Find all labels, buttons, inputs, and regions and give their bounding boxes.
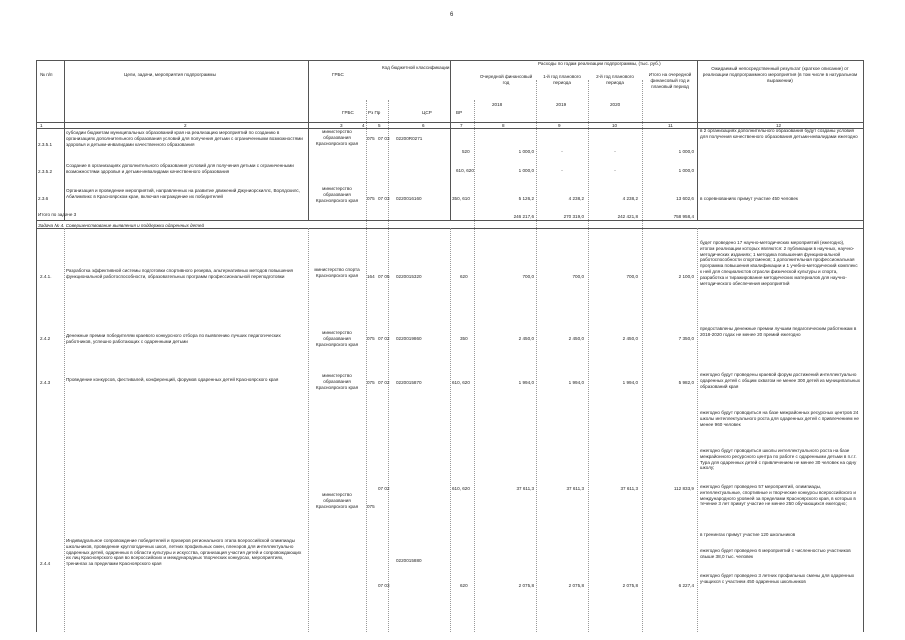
col-line — [36, 60, 37, 632]
row-num: 2.3.5.1 — [38, 142, 53, 147]
row-total: 1 000,0 — [678, 168, 694, 173]
col-line — [863, 60, 864, 632]
total-label: Итого по задаче 3 — [38, 212, 77, 217]
row-y2: 1 994,0 — [622, 380, 638, 385]
row-code: 075 — [367, 504, 375, 509]
row-y2: - — [614, 149, 616, 154]
total-y1: 270 319,0 — [563, 214, 584, 219]
row-rzpr-a: 07 02 — [378, 486, 390, 491]
colnum: 4 — [362, 123, 365, 128]
header-year-2020: 2020 — [610, 102, 621, 107]
row-y0: 1 000,0 — [518, 149, 534, 154]
colnum: 10 — [612, 123, 618, 128]
total-sum: 758 958,4 — [673, 214, 694, 219]
colnum: 8 — [502, 123, 505, 128]
row-total: 7 350,0 — [678, 336, 694, 341]
col-line — [697, 60, 698, 220]
row-y1: 2 450,0 — [568, 336, 584, 341]
row-grbs: министерство образования Красноярского края — [315, 492, 359, 509]
row-y1: 700,0 — [572, 274, 584, 279]
col-divider-dotted — [588, 80, 589, 632]
row-result: ежегодно будут проведены краевой форум достижений интеллектуально одаренных детей с общим охватом не менее 300 детей из муниципальных образований края — [700, 372, 860, 389]
row-num: 2.4.2 — [40, 336, 51, 341]
row-csr: 02200R0271 — [396, 136, 423, 141]
row-result: в тренингах примут участие 120 школьников — [700, 532, 796, 537]
row-result: ежегодно будут проводиться школы интеллектуального роста на базе межрайонного ресурсного центра по работе с одаренными детьми в п.г.т. Тура для одаренных детей с привлечением не менее 30 человек на одну школу; — [700, 448, 857, 471]
row-y1-a: 37 611,3 — [566, 486, 584, 491]
col-divider-dotted — [642, 80, 643, 632]
colnum: 5 — [378, 123, 381, 128]
row-code: 075 — [367, 196, 375, 201]
total-y0: 246 217,6 — [513, 214, 534, 219]
header-kbk: Код бюджетной классификации — [382, 65, 450, 70]
row-y2-a: 37 611,3 — [620, 486, 638, 491]
row-vr-a: 610, 620 — [452, 486, 470, 491]
row-rzpr-b: 07 03 — [378, 583, 390, 588]
row-y0: 5 126,2 — [518, 196, 534, 201]
col-divider-dotted — [388, 100, 389, 632]
row-result: в 2 организациях дополнительного образования будут созданы условия для получения качественного образования детьми-инвалидами ежегодно — [700, 128, 858, 139]
header-rzpr: Рз Пр — [368, 110, 381, 115]
row-vr: 610, 620 — [452, 380, 470, 385]
row-y2: 4 238,2 — [622, 196, 638, 201]
row-csr: 0220019860 — [396, 336, 422, 341]
col-divider-dotted — [536, 80, 537, 632]
row-csr: 0220016160 — [396, 196, 422, 201]
total-divider — [36, 220, 864, 221]
colnum: 12 — [776, 123, 782, 128]
col-divider-dotted — [308, 228, 309, 632]
row-vr: 350, 610 — [452, 196, 470, 201]
row-y0-a: 37 611,3 — [516, 486, 534, 491]
row-text: Создание в организациях дополнительного образования условий для получения детьми с ограниченными возможностями здоровья и детьми-инвалидами качественного образования — [66, 163, 294, 174]
header-total: Итого на очередной финансовый год и плановый период — [648, 72, 692, 89]
row-total: 5 982,0 — [678, 380, 694, 385]
row-y1-b: 2 075,8 — [568, 583, 584, 588]
header-grbs: ГРБС — [332, 72, 344, 77]
row-result: ежегодно будет проведено 3 летних профильных смены для одаренных учащихся с участием 450 одаренных школьников — [700, 573, 855, 584]
colnum: 2 — [184, 123, 187, 128]
row-result: ежегодно будет проведено 57 мероприятий, олимпиады, интеллектуальные, спортивные и творческие конкурсы всероссийского и международного уровней за пределами Красноярского края, в которых в течение 3 лет примут участие не менее 250 обучающихся ежегодно; — [700, 484, 856, 507]
row-text: Денежные премии победителям краевого конкурсного отбора по выявлению лучших педагогических работников, успешно работающих с одаренными детьми — [66, 333, 281, 344]
row-text: субсидии бюджетам муниципальных образований края на реализацию мероприятий по созданию в организациях дополнительного образования условий для получения детьми с ограниченными возможностями здоровья и детьми-инвалидами качественного образования — [66, 130, 303, 147]
row-y2: 700,0 — [626, 274, 638, 279]
total-y2: 242 421,8 — [617, 214, 638, 219]
row-y1: 1 994,0 — [568, 380, 584, 385]
row-code: 164 — [367, 274, 375, 279]
row-num: 2.3.6 — [38, 196, 49, 201]
colnum: 1 — [40, 123, 43, 128]
header-year-2018: 2018 — [492, 102, 503, 107]
row-total-b: 6 227,4 — [678, 583, 694, 588]
col-divider-dotted — [474, 100, 475, 632]
colnum: 9 — [558, 123, 561, 128]
row-grbs: министерство образования Красноярского края — [315, 373, 359, 390]
col-divider-dotted — [697, 228, 698, 632]
row-text: Проведение конкурсов, фестивалей, конференций, форумов одаренных детей Красноярского края — [66, 377, 279, 382]
row-y2-b: 2 075,8 — [622, 583, 638, 588]
row-num: 2.4.3 — [40, 380, 51, 385]
row-vr-b: 620 — [460, 583, 468, 588]
row-grbs: министерство образования Красноярского края — [315, 186, 359, 203]
header-year-2: 2-й год планового периода — [596, 74, 634, 85]
row-result: ежегодно будет проведено 6 мероприятий с численностью участников свыше 38,0 тыс. человек — [700, 548, 851, 559]
col-line — [450, 60, 451, 220]
page-number: 6 — [450, 12, 454, 18]
row-y1: 4 238,2 — [568, 196, 584, 201]
row-y1: - — [561, 168, 563, 173]
row-grbs: министерство образования Красноярского края — [315, 129, 359, 146]
row-rzpr: 07 02 — [378, 336, 390, 341]
row-result: предоставлены денежные премии лучшим педагогическим работникам в 2018-2020 годах не менее 20 премий ежегодно — [700, 326, 857, 337]
row-y0: 700,0 — [522, 274, 534, 279]
row-rzpr: 07 02 — [378, 380, 390, 385]
row-y2: 2 450,0 — [622, 336, 638, 341]
row-total: 2 100,0 — [678, 274, 694, 279]
row-y1: - — [561, 149, 563, 154]
row-result: в соревнованиях примут участие 450 человек — [700, 196, 798, 201]
header-year-2019: 2019 — [556, 102, 567, 107]
row-num: 2.4.1. — [40, 274, 52, 279]
row-text: Организация и проведение мероприятий, направленных на развитие движений Джуниорскиллс, Ворлдскилс, Абилимпикс в Красноярском крае, включая награждение их победителей — [66, 188, 300, 199]
row-rzpr: 07 03 — [378, 196, 390, 201]
colnum: 3 — [340, 123, 343, 128]
row-csr: 0220015870 — [396, 380, 422, 385]
header-vr: ВР — [456, 110, 463, 115]
row-text: Индивидуальное сопровождение победителей и призеров регионального этапа всероссийской олимпиады школьников, проведение круглогодичных школ, летних профильных смен, пленэров для интеллектуально одаренных детей, одаренных в области культуры и искусства, организация участия детей и сопровождающих их лиц Красноярского края во всероссийских и международных творческих конкурсах, мероприятиях, тренингах за пределами Красноярского края — [66, 538, 302, 567]
row-result: ежегодно будут проводиться на базе межрайонных ресурсных центров 24 школы интеллектуального роста для одаренных детей с привлечением не менее 960 человек — [700, 410, 859, 427]
header-grbs-code: ГРБС — [342, 110, 354, 115]
row-num: 2.3.5.2 — [38, 169, 53, 174]
header-result: Ожидаемый непосредственный результат (краткое описание) от реализации подпрограммного мероприятия (в том числе в натуральном выражении) — [702, 66, 858, 83]
col-divider-dotted — [366, 100, 367, 632]
header-year-cur: Очередной финансовый год — [479, 74, 533, 85]
row-y0: 2 450,0 — [518, 336, 534, 341]
row-y0: 1 000,0 — [518, 168, 534, 173]
row-total: 13 602,6 — [676, 196, 694, 201]
row-rzpr: 07 05 — [378, 274, 390, 279]
row-y0-b: 2 075,8 — [518, 583, 534, 588]
row-csr: 0220015320 — [396, 274, 422, 279]
header-csr: ЦСР — [422, 110, 432, 115]
col-divider-dotted — [64, 228, 65, 632]
row-csr: 0220015880 — [396, 558, 422, 563]
header-expenses: Расходы по годам реализации подпрограммы, (тыс. руб.) — [538, 61, 661, 66]
row-vr: 520 — [462, 149, 470, 154]
row-grbs: министерство образования Красноярского края — [315, 330, 359, 347]
row-y0: 1 994,0 — [518, 380, 534, 385]
row-code: 075 — [367, 336, 375, 341]
row-code: 075 — [367, 380, 375, 385]
row-y2: - — [614, 168, 616, 173]
row-num: 2.4.4 — [40, 561, 51, 566]
row-total-a: 112 833,9 — [673, 486, 694, 491]
row-total: 1 000,0 — [678, 149, 694, 154]
col-line — [308, 60, 309, 220]
row-grbs: министерство спорта Красноярского края — [314, 267, 360, 278]
row-vr: 620 — [460, 274, 468, 279]
colnum: 7 — [460, 123, 463, 128]
row-text: Разработка эффективной системы подготовки спортивного резерва, альтернативных методов повышения функциональной работоспособности, образовательных программ профессиональной переподготовки — [66, 268, 294, 279]
row-rzpr: 07 03 — [378, 136, 390, 141]
col-line — [64, 60, 65, 220]
budget-table — [36, 60, 864, 632]
header-num: № п/п — [40, 72, 53, 77]
row-result: будет проведено 17 научно-методических мероприятий (ежегодно), итогом реализации которых являются: 2 публикации в научных, научно-методических изданиях; 1 методика повышения функциональной работоспособности спортсменов; 1 дополнительная профессиональная программа повышения квалификации и 1 учебно-методический комплекс к ней для специалистов отрасли физической культуры и спорта, разработка и тиражирование методических материалов для научно-методического обеспечения мероприятий — [700, 240, 858, 286]
col-divider-dotted — [450, 228, 451, 632]
row-code: 075 — [367, 136, 375, 141]
colnum: 6 — [422, 123, 425, 128]
task-4-title: Задача № 4. Совершенствование выявления и поддержки одаренных детей — [38, 223, 205, 228]
header-year-1: 1-й год планового периода — [543, 74, 581, 85]
row-vr: 610, 620 — [456, 168, 474, 173]
header-goal: Цели, задачи, мероприятия подпрограммы — [124, 72, 216, 77]
row-vr: 350 — [460, 336, 468, 341]
colnum: 11 — [668, 123, 673, 128]
